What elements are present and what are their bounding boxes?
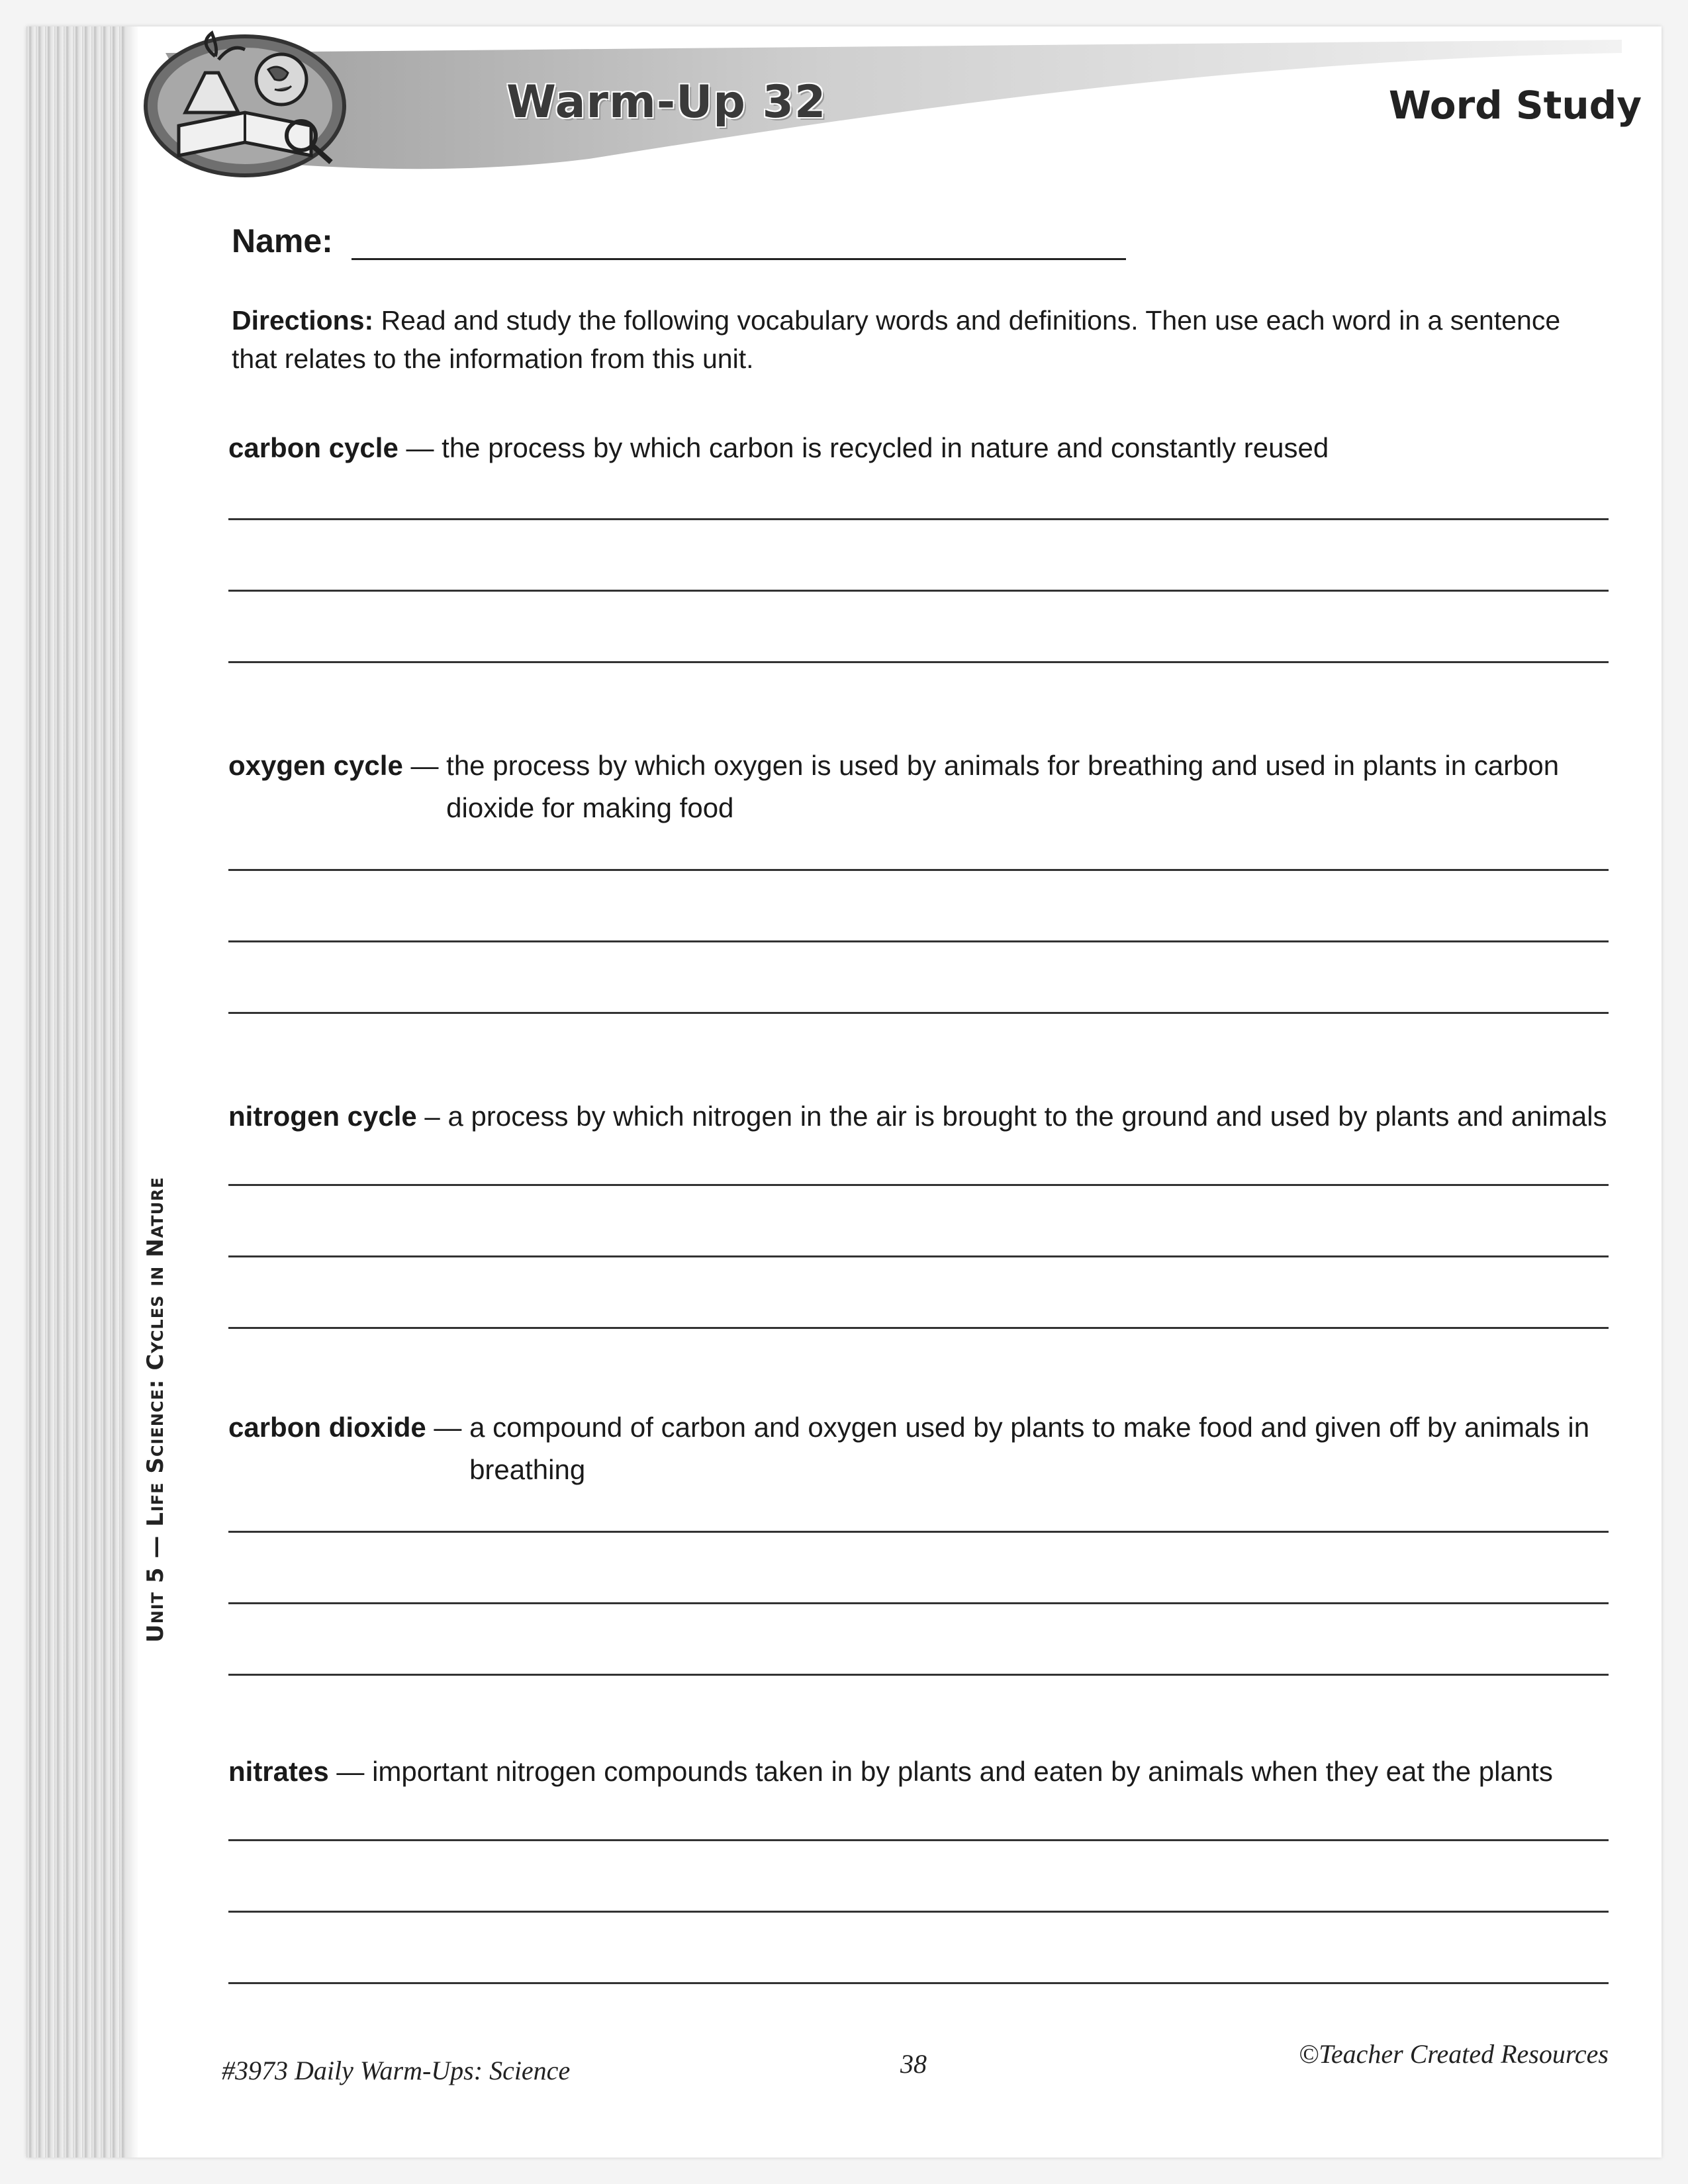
vocab-definition: a compound of carbon and oxygen used by plants to make food and given off by animals in breathing — [469, 1412, 1590, 1485]
answer-line[interactable] — [228, 1012, 1609, 1014]
answer-line[interactable] — [228, 869, 1609, 871]
vocab-definition: the process by which oxygen is used by animals for breathing and used in plants in carbon dioxide for making food — [446, 750, 1560, 823]
vocab-definition: a process by which nitrogen in the air is brought to the ground and used by plants and animals — [447, 1101, 1607, 1132]
term-dash: – — [416, 1101, 448, 1132]
vocab-item-nitrogen-cycle — [228, 1095, 1612, 1329]
vocab-item-oxygen-cycle — [228, 745, 1612, 1014]
term-row — [228, 1406, 1612, 1491]
directions-text: Read and study the following vocabulary words and definitions. Then use each word in a sentence that relates to the information from this unit. — [232, 305, 1561, 374]
directions — [232, 301, 1595, 378]
warm-up-title: Warm-Up 32 — [506, 76, 827, 128]
answer-line[interactable] — [228, 1674, 1609, 1676]
answer-line[interactable] — [228, 661, 1609, 663]
name-label: Name: — [232, 222, 333, 259]
vocab-definition: the process by which carbon is recycled in nature and constantly reused — [442, 432, 1329, 463]
science-book-icon — [139, 26, 351, 185]
answer-line[interactable] — [228, 518, 1609, 520]
answer-line[interactable] — [228, 1255, 1609, 1257]
term-dash: — — [402, 750, 447, 781]
answer-line[interactable] — [228, 1839, 1609, 1841]
answer-line[interactable] — [228, 1602, 1609, 1604]
term-row — [228, 427, 1612, 469]
footer-book-title: #3973 Daily Warm-Ups: Science — [222, 2056, 571, 2085]
term-row — [228, 1751, 1612, 1793]
answer-line[interactable] — [228, 940, 1609, 942]
unit-side-label: Unit 5 — Life Science: Cycles in Nature — [142, 1177, 169, 1643]
term-dash: — — [426, 1412, 470, 1443]
vocab-term: nitrates — [228, 1756, 329, 1787]
subject-heading: Word Study — [1388, 83, 1642, 128]
vocab-term: nitrogen cycle — [228, 1101, 417, 1132]
directions-label: Directions: — [232, 305, 374, 336]
vocab-term: carbon dioxide — [228, 1412, 426, 1443]
answer-line[interactable] — [228, 1184, 1609, 1186]
answer-line[interactable] — [228, 590, 1609, 592]
answer-line[interactable] — [228, 1531, 1609, 1533]
answer-line[interactable] — [228, 1911, 1609, 1913]
vocab-term: oxygen cycle — [228, 750, 403, 781]
vocab-item-carbon-dioxide — [228, 1406, 1612, 1676]
vocab-item-carbon-cycle — [228, 427, 1612, 663]
vocab-item-nitrates — [228, 1751, 1612, 1984]
name-row — [232, 222, 1126, 260]
footer-publisher: ©Teacher Created Resources — [1298, 2039, 1609, 2069]
term-row — [228, 1095, 1612, 1138]
answer-line[interactable] — [228, 1327, 1609, 1329]
answer-line[interactable] — [228, 1982, 1609, 1984]
footer-page-number: 38 — [900, 2049, 927, 2079]
name-field[interactable] — [352, 232, 1126, 260]
term-dash: — — [328, 1756, 373, 1787]
vocab-definition: important nitrogen compounds taken in by plants and eaten by animals when they eat the plants — [372, 1756, 1553, 1787]
term-dash: — — [398, 432, 442, 463]
term-row — [228, 745, 1612, 829]
binding-spine — [26, 26, 126, 2158]
vocab-term: carbon cycle — [228, 432, 399, 463]
